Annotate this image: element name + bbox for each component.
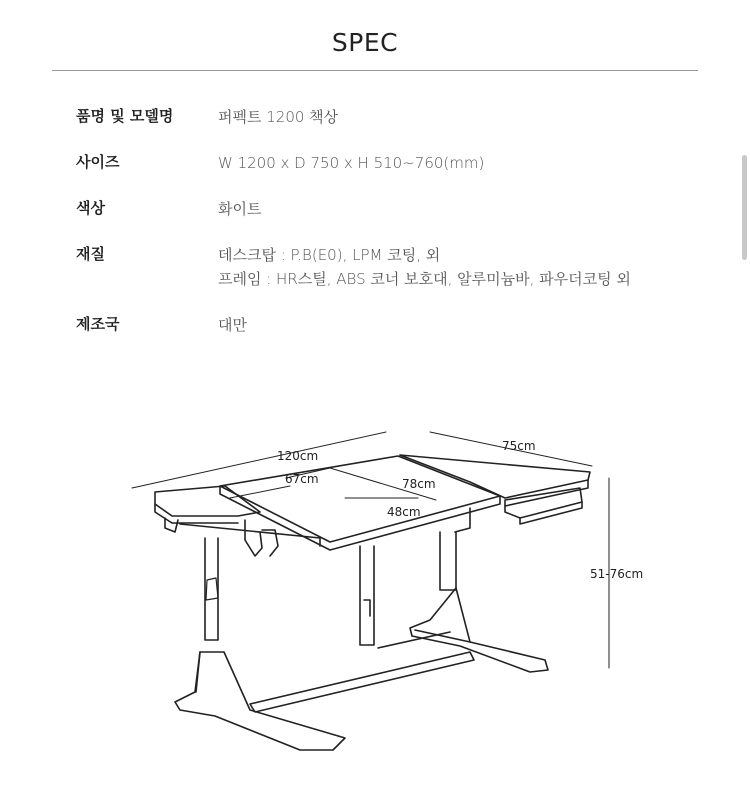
scrollbar-thumb[interactable] <box>742 155 747 260</box>
page-title: SPEC <box>331 28 399 57</box>
spec-value-line: 대만 <box>218 316 247 334</box>
spec-value <box>218 197 261 221</box>
spec-value <box>218 313 247 337</box>
title-divider <box>52 70 698 71</box>
dim-tilt-width-label: 67cm <box>285 472 319 486</box>
dim-tilt-depth-label: 78cm <box>402 477 436 491</box>
spec-value-line: 화이트 <box>218 200 262 218</box>
spec-value-line: W 1200 x D 750 x H 510~760(mm) <box>218 154 485 172</box>
spec-label: 색상 <box>76 199 105 217</box>
dim-width-label: 120cm <box>277 449 319 463</box>
dim-height-label: 51-76cm <box>590 567 644 581</box>
spec-label: 재질 <box>76 245 105 263</box>
spec-label: 품명 및 모델명 <box>76 107 174 125</box>
spec-value-line: 데스크탑 : P.B(E0), LPM 코팅, 외 <box>218 246 441 264</box>
spec-value <box>218 151 484 175</box>
desk-dimension-drawing <box>0 420 750 810</box>
spec-value <box>218 243 631 291</box>
spec-value <box>218 105 338 129</box>
spec-label: 제조국 <box>76 315 120 333</box>
spec-value-line: 퍼펙트 1200 책상 <box>218 108 339 126</box>
spec-label: 사이즈 <box>76 153 120 171</box>
dim-tilt-depth2-label: 48cm <box>387 505 421 519</box>
spec-value-line: 프레임 : HR스틸, ABS 코너 보호대, 알루미늄바, 파우더코팅 외 <box>218 270 631 288</box>
dim-depth-label: 75cm <box>502 439 536 453</box>
